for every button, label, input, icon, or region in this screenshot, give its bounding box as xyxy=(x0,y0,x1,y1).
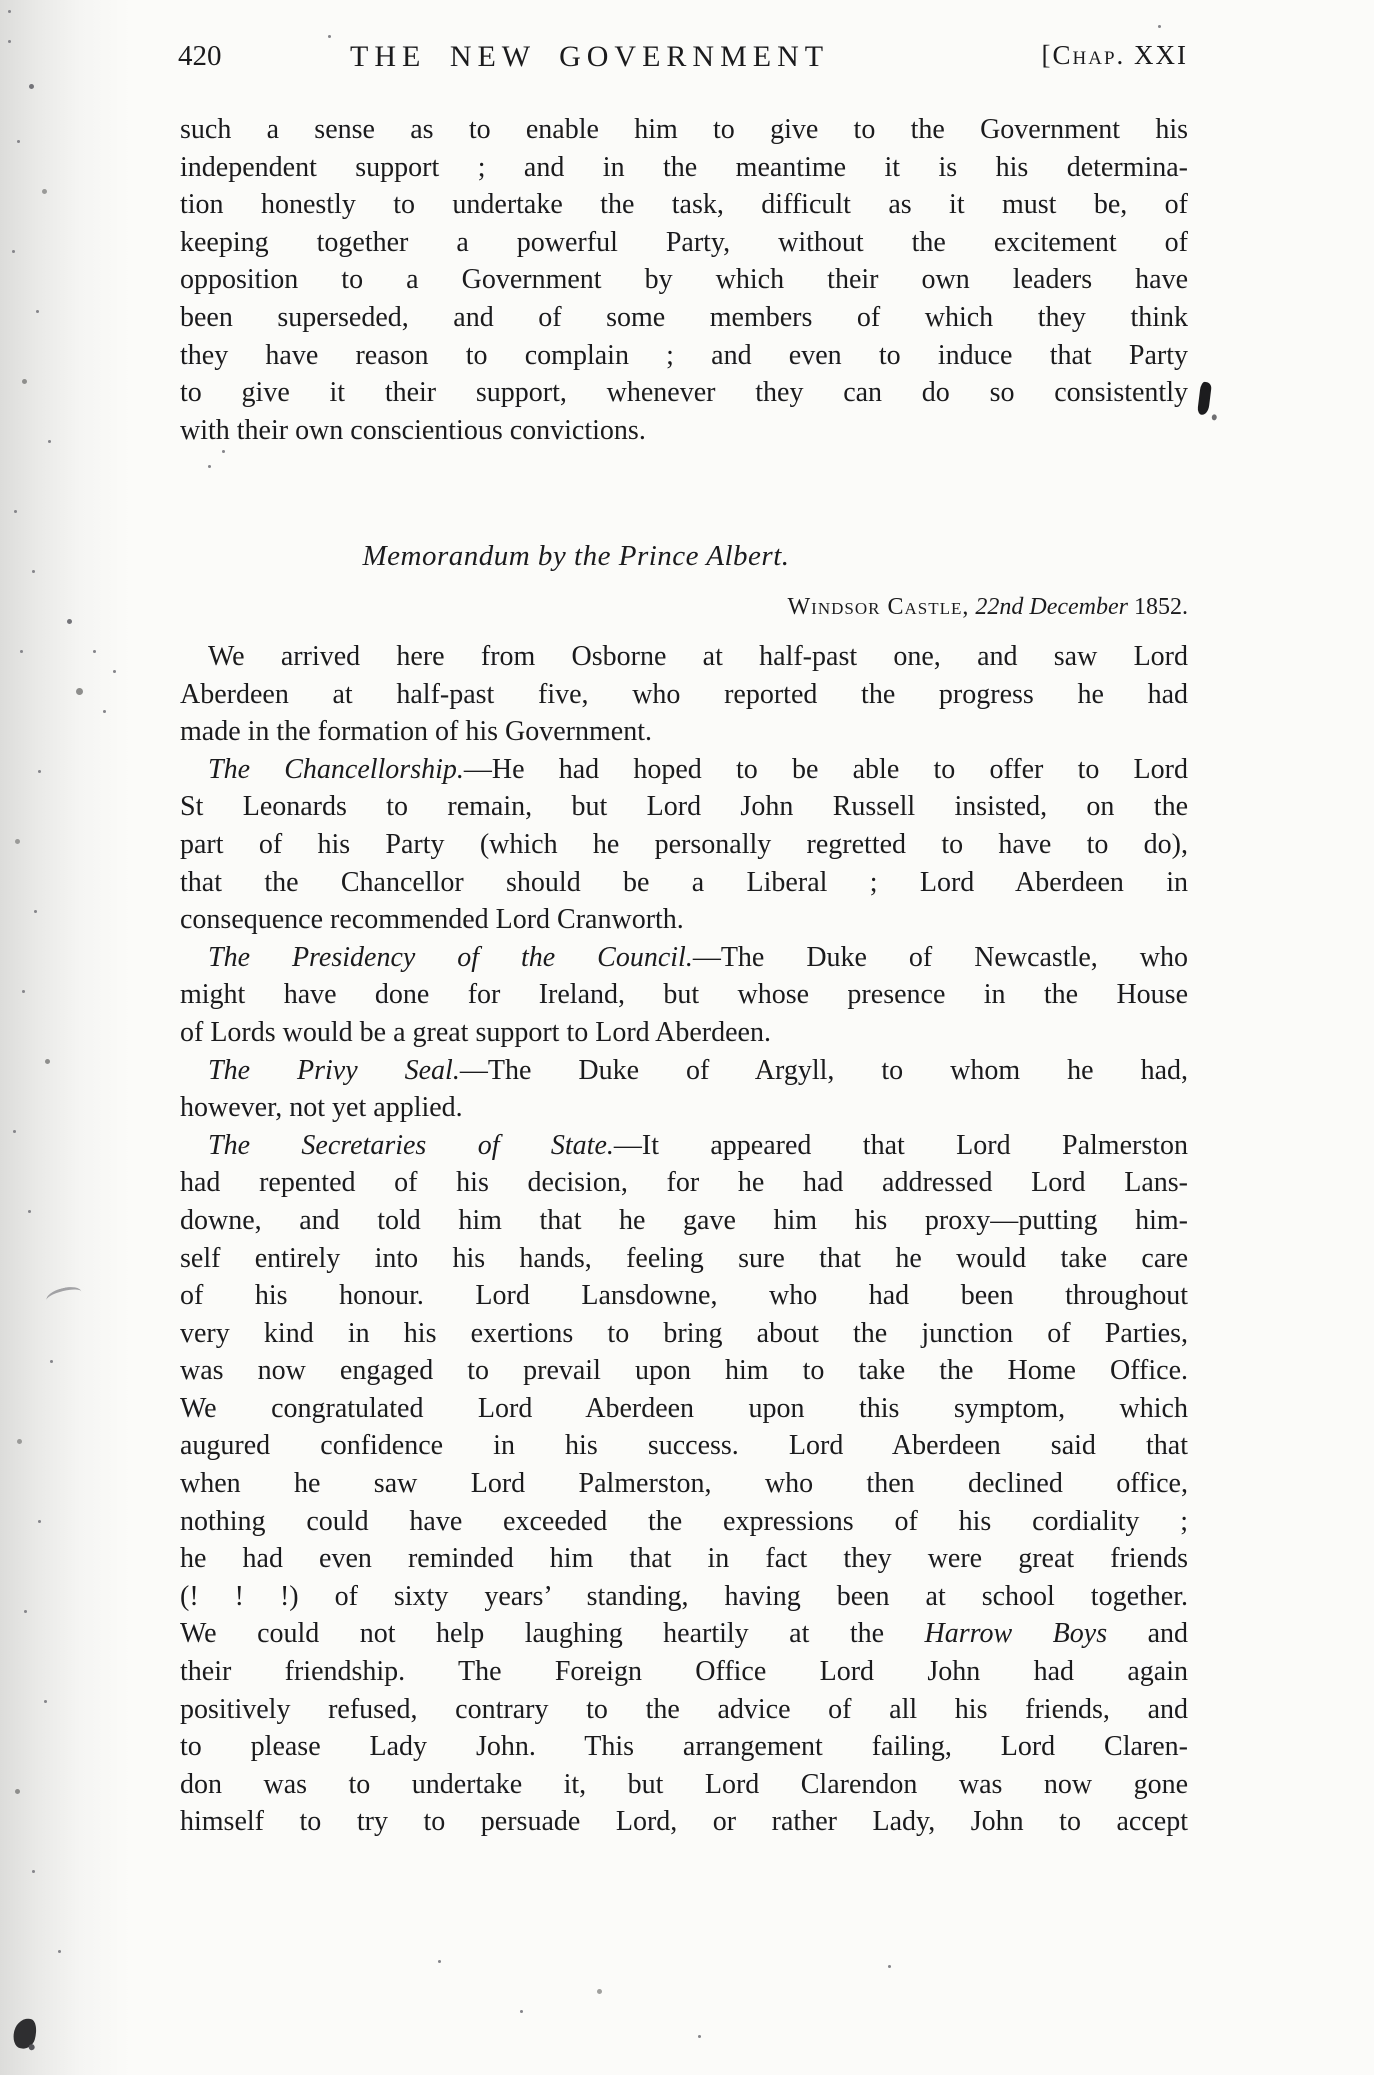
text-line xyxy=(180,1615,1188,1653)
text-segment: of his honour. Lord Lansdowne, who had been throughout xyxy=(180,1280,1188,1312)
text-line xyxy=(180,1390,1188,1428)
dateline-year: 1852. xyxy=(1134,594,1188,620)
text-segment: (! ! !) of sixty years’ standing, having been at school together. xyxy=(180,1580,1188,1612)
paragraph xyxy=(180,638,1188,751)
text-segment: —The Duke of Newcastle, who xyxy=(692,941,1188,973)
text-line xyxy=(180,186,1188,224)
paragraph xyxy=(180,939,1188,1052)
text-line xyxy=(180,1240,1188,1278)
text-segment: very kind in his exertions to bring about the junction of Parties, xyxy=(180,1317,1188,1349)
text-segment: keeping together a powerful Party, without the excitement of xyxy=(180,226,1188,258)
text-line xyxy=(180,1540,1188,1578)
text-line xyxy=(180,939,1188,977)
text-line xyxy=(180,149,1188,187)
text-line xyxy=(180,788,1188,826)
text-segment: he had even reminded him that in fact they were great friends xyxy=(180,1543,1188,1575)
text-line xyxy=(180,374,1188,412)
text-line xyxy=(180,751,1188,789)
chapter-label: [Chap. XXI xyxy=(1041,40,1188,70)
text-line xyxy=(180,1052,1188,1090)
text-segment: been superseded, and of some members of which they think xyxy=(180,301,1188,333)
scan-edge-shadow xyxy=(0,0,130,2075)
ink-blot-mark xyxy=(1197,382,1212,416)
text-line xyxy=(180,901,1188,939)
text-segment: positively refused, contrary to the advice of all his friends, and xyxy=(180,1693,1188,1725)
text-segment: tion honestly to undertake the task, difficult as it must be, of xyxy=(180,189,1188,221)
text-line xyxy=(180,1653,1188,1691)
text-segment: with their own conscientious convictions. xyxy=(180,414,646,446)
text-line xyxy=(180,864,1188,902)
paragraph xyxy=(180,111,1188,449)
text-segment: We could not help laughing heartily at the xyxy=(180,1618,925,1650)
paragraph xyxy=(180,1052,1188,1127)
text-segment: don was to undertake it, but Lord Clarendon was now gone xyxy=(180,1768,1188,1800)
text-line xyxy=(180,1127,1188,1165)
text-line xyxy=(180,676,1188,714)
text-line xyxy=(180,1014,1188,1052)
text-segment: they have reason to complain ; and even to induce that Party xyxy=(180,339,1188,371)
text-segment: to please Lady John. This arrangement failing, Lord Claren- xyxy=(180,1731,1188,1763)
text-segment: and xyxy=(1107,1618,1188,1650)
dateline xyxy=(180,594,1188,621)
text-line xyxy=(180,1691,1188,1729)
page-number: 420 xyxy=(178,40,222,72)
text-line xyxy=(180,976,1188,1014)
text-segment: The Chancellorship. xyxy=(208,753,464,785)
text-line xyxy=(180,111,1188,149)
running-title: THE NEW GOVERNMENT xyxy=(350,40,830,73)
text-line xyxy=(180,1352,1188,1390)
text-line xyxy=(180,224,1188,262)
text-segment: however, not yet applied. xyxy=(180,1092,463,1124)
opening-paragraph xyxy=(180,111,1188,449)
text-segment: The Presidency of the Council. xyxy=(208,941,693,973)
text-segment: downe, and told him that he gave him his proxy—putting him- xyxy=(180,1204,1188,1236)
text-segment: was now engaged to prevail upon him to take the Home Office. xyxy=(180,1355,1188,1387)
text-line xyxy=(180,412,1188,450)
text-line xyxy=(180,261,1188,299)
text-segment: —It appeared that Lord Palmerston xyxy=(613,1129,1188,1161)
text-segment: had repented of his decision, for he had addressed Lord Lans- xyxy=(180,1167,1188,1199)
text-line xyxy=(180,826,1188,864)
text-line xyxy=(180,1089,1188,1127)
text-segment: St Leonards to remain, but Lord John Russell insisted, on the xyxy=(180,791,1188,823)
paragraph xyxy=(180,751,1188,939)
text-segment: —He had hoped to be able to offer to Lord xyxy=(463,753,1188,785)
text-line xyxy=(180,1427,1188,1465)
text-line xyxy=(180,638,1188,676)
text-line xyxy=(180,1728,1188,1766)
text-segment: nothing could have exceeded the expressions of his cordiality ; xyxy=(180,1505,1188,1537)
text-segment: We congratulated Lord Aberdeen upon this symptom, which xyxy=(180,1392,1188,1424)
text-line xyxy=(180,337,1188,375)
text-segment: Aberdeen at half-past five, who reported the progress he had xyxy=(180,678,1188,710)
text-segment: that the Chancellor should be a Liberal ; Lord Aberdeen in xyxy=(180,866,1188,898)
text-segment: independent support ; and in the meantime it is his determina- xyxy=(180,151,1188,183)
memo-body xyxy=(180,638,1188,1841)
paragraph xyxy=(180,1127,1188,1841)
text-segment: Harrow Boys xyxy=(924,1618,1108,1650)
text-segment: part of his Party (which he personally regretted to have to do), xyxy=(180,828,1188,860)
dateline-place: Windsor Castle, xyxy=(787,594,970,620)
text-line xyxy=(180,1465,1188,1503)
text-segment: such a sense as to enable him to give to the Government his xyxy=(180,114,1188,145)
text-line xyxy=(180,1766,1188,1804)
text-segment: made in the formation of his Government. xyxy=(180,716,652,748)
text-segment: opposition to a Government by which their own leaders have xyxy=(180,264,1188,296)
memorandum-heading: Memorandum by the Prince Albert. xyxy=(362,540,790,572)
text-segment: their friendship. The Foreign Office Lord John had again xyxy=(180,1656,1188,1688)
text-line xyxy=(180,1578,1188,1616)
text-segment: of Lords would be a great support to Lord Aberdeen. xyxy=(180,1016,771,1048)
text-line xyxy=(180,1164,1188,1202)
text-segment: The Privy Seal. xyxy=(208,1054,460,1086)
text-segment: The Secretaries of State. xyxy=(208,1129,614,1161)
page-header xyxy=(0,40,1374,82)
text-segment: when he saw Lord Palmerston, who then declined office, xyxy=(180,1468,1188,1500)
text-line xyxy=(180,1503,1188,1541)
text-segment: himself to try to persuade Lord, or rather Lady, John to accept xyxy=(180,1806,1188,1838)
text-segment: self entirely into his hands, feeling sure that he would take care xyxy=(180,1242,1188,1274)
text-segment: —The Duke of Argyll, to whom he had, xyxy=(459,1054,1188,1086)
text-segment: to give it their support, whenever they can do so consistently xyxy=(180,377,1188,409)
text-segment: We arrived here from Osborne at half-past one, and saw Lord xyxy=(208,641,1188,672)
text-line xyxy=(180,299,1188,337)
text-line xyxy=(180,1803,1188,1841)
text-line xyxy=(180,1202,1188,1240)
dateline-date: 22nd December xyxy=(975,594,1128,620)
scan-speckles xyxy=(8,10,11,13)
text-segment: might have done for Ireland, but whose presence in the House xyxy=(180,979,1188,1011)
text-line xyxy=(180,1277,1188,1315)
text-segment: augured confidence in his success. Lord Aberdeen said that xyxy=(180,1430,1188,1462)
text-segment: consequence recommended Lord Cranworth. xyxy=(180,904,684,936)
text-line xyxy=(180,1315,1188,1353)
text-line xyxy=(180,713,1188,751)
